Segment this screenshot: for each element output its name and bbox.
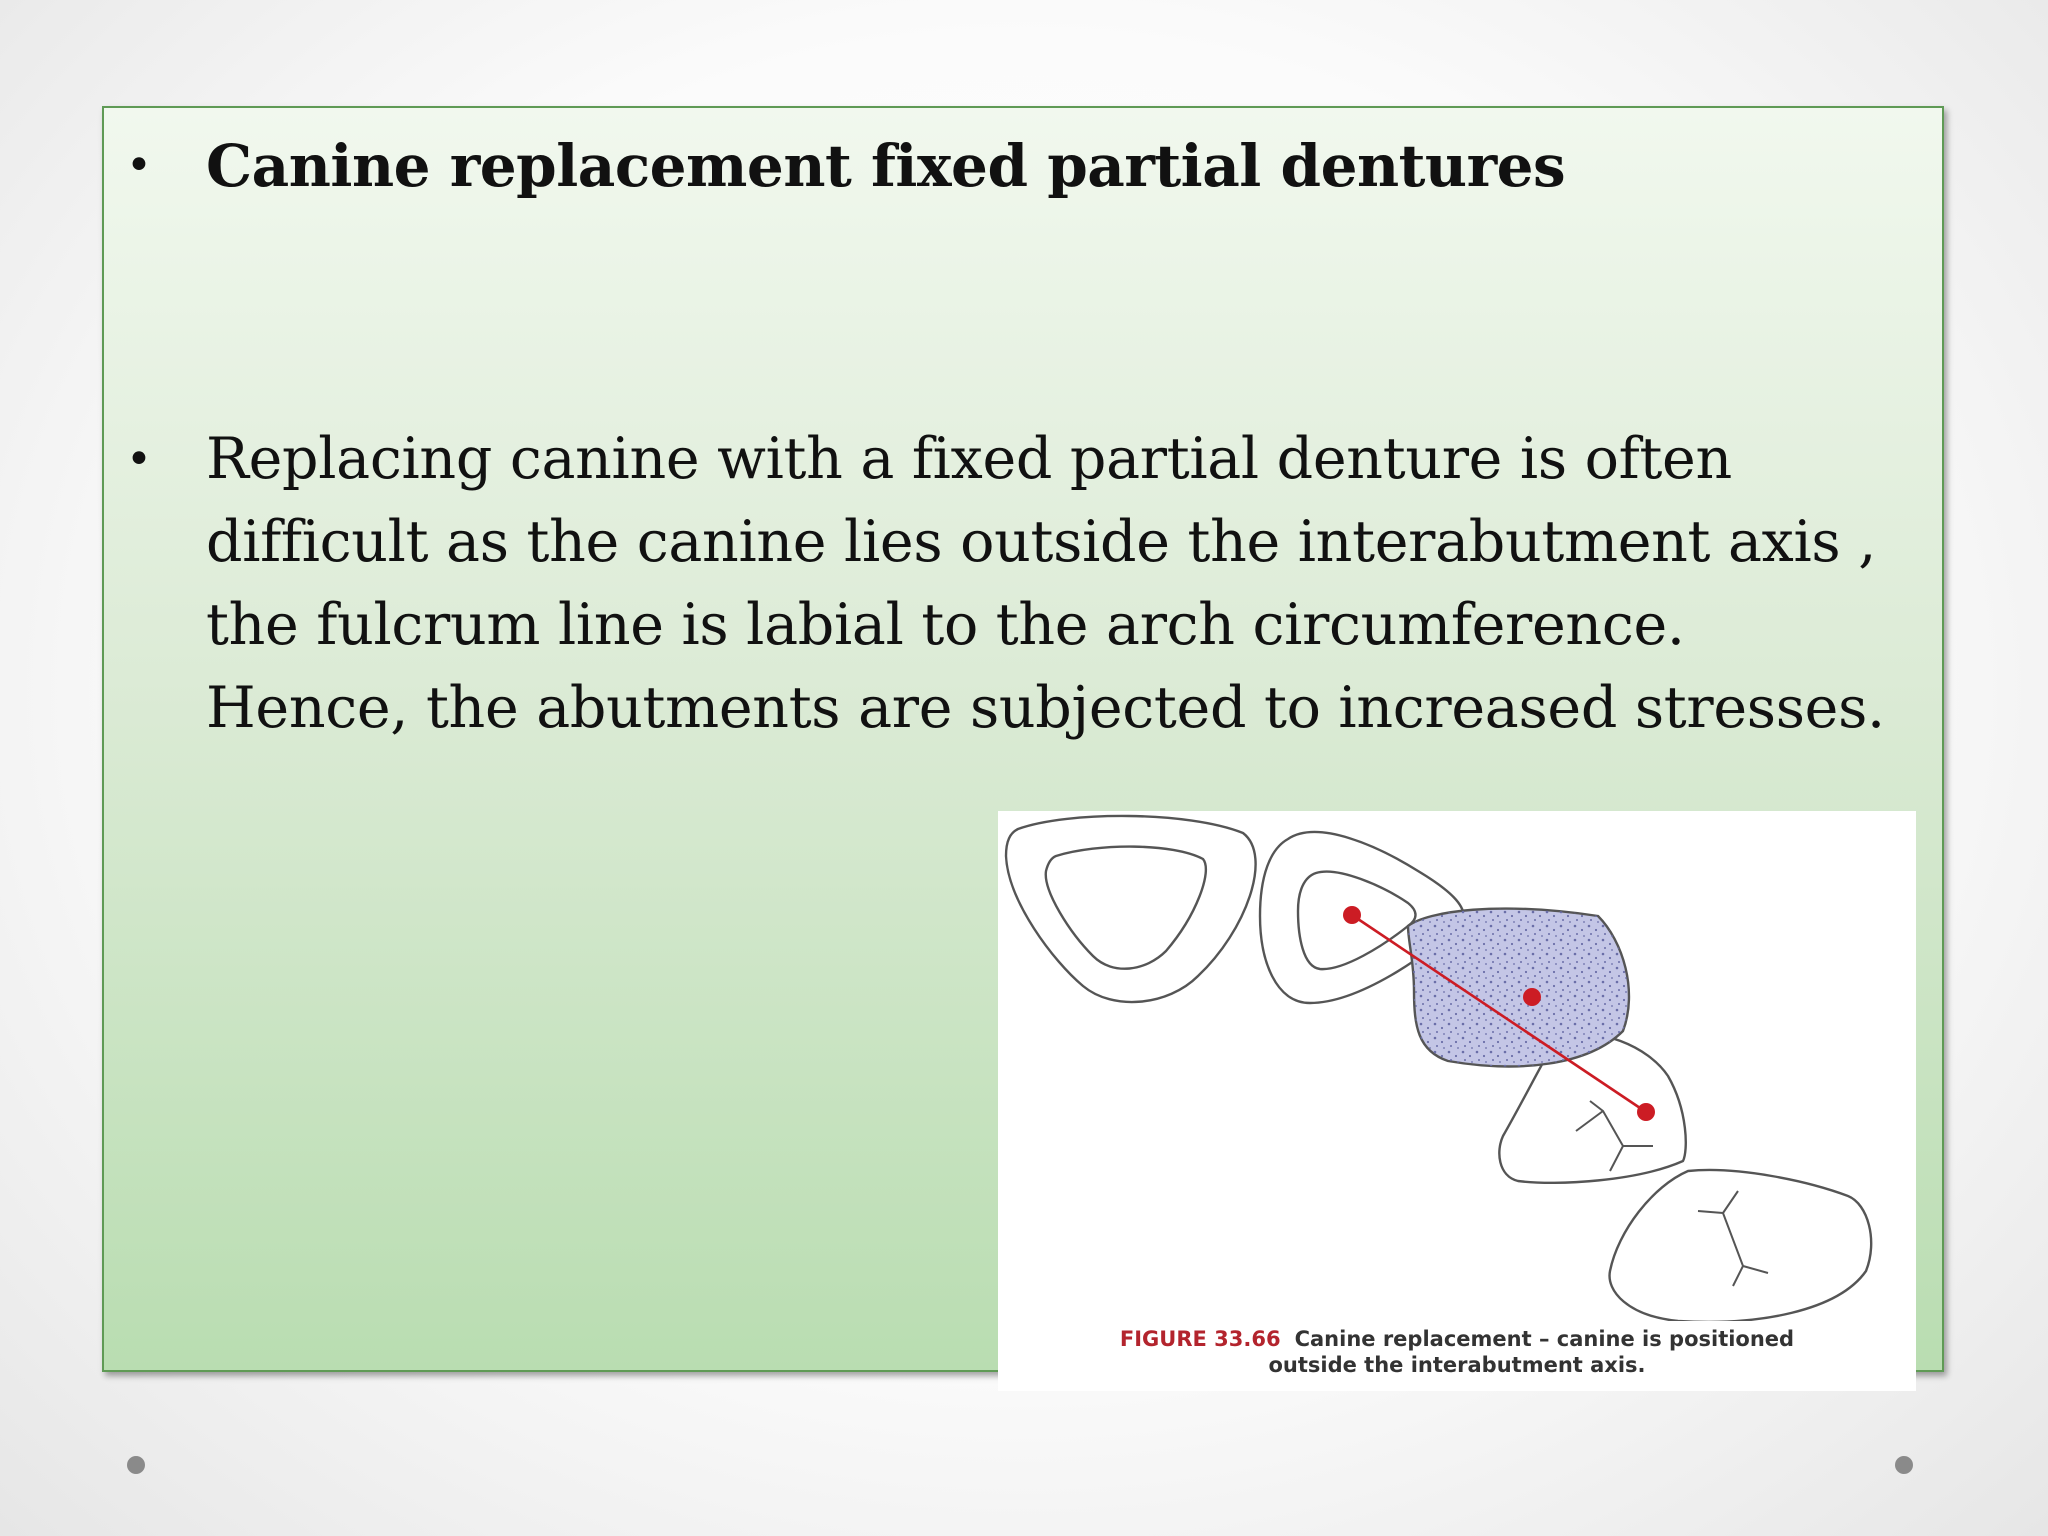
figure-caption — [998, 1326, 1916, 1378]
next-slide-dot[interactable] — [1895, 1456, 1913, 1474]
tooth-diagram-figure — [998, 811, 1916, 1391]
figure-number: FIGURE 33.66 — [1119, 1327, 1281, 1351]
lateral-incisor-inner — [1046, 847, 1206, 969]
abutment-point-distal — [1637, 1103, 1655, 1121]
caption-line-two: outside the interabutment axis. — [1268, 1353, 1646, 1377]
premolar-two-outer — [1610, 1170, 1872, 1321]
slide-title: Canine replacement fixed partial dentures — [206, 132, 1566, 200]
premolar-two-fissure — [1698, 1191, 1768, 1286]
prev-slide-dot[interactable] — [127, 1456, 145, 1474]
title-bullet — [124, 124, 1902, 208]
bullet-marker: • — [126, 140, 152, 191]
bullet-marker: • — [126, 434, 152, 485]
body-paragraph: Replacing canine with a fixed partial denture is often difficult as the canine lies outside the interabutment axis , the fulcrum line is labial to the arch circumference. Hence, the abutments are subjected to increased stresses. — [206, 426, 1885, 741]
lateral-incisor-outer — [1006, 816, 1256, 1002]
abutment-point-mesial — [1343, 906, 1361, 924]
canine-point — [1523, 988, 1541, 1006]
caption-line-one: Canine replacement – canine is positioned — [1294, 1327, 1795, 1351]
body-bullet — [124, 418, 1902, 750]
tooth-diagram — [998, 811, 1916, 1321]
slide-content-panel — [102, 106, 1944, 1377]
